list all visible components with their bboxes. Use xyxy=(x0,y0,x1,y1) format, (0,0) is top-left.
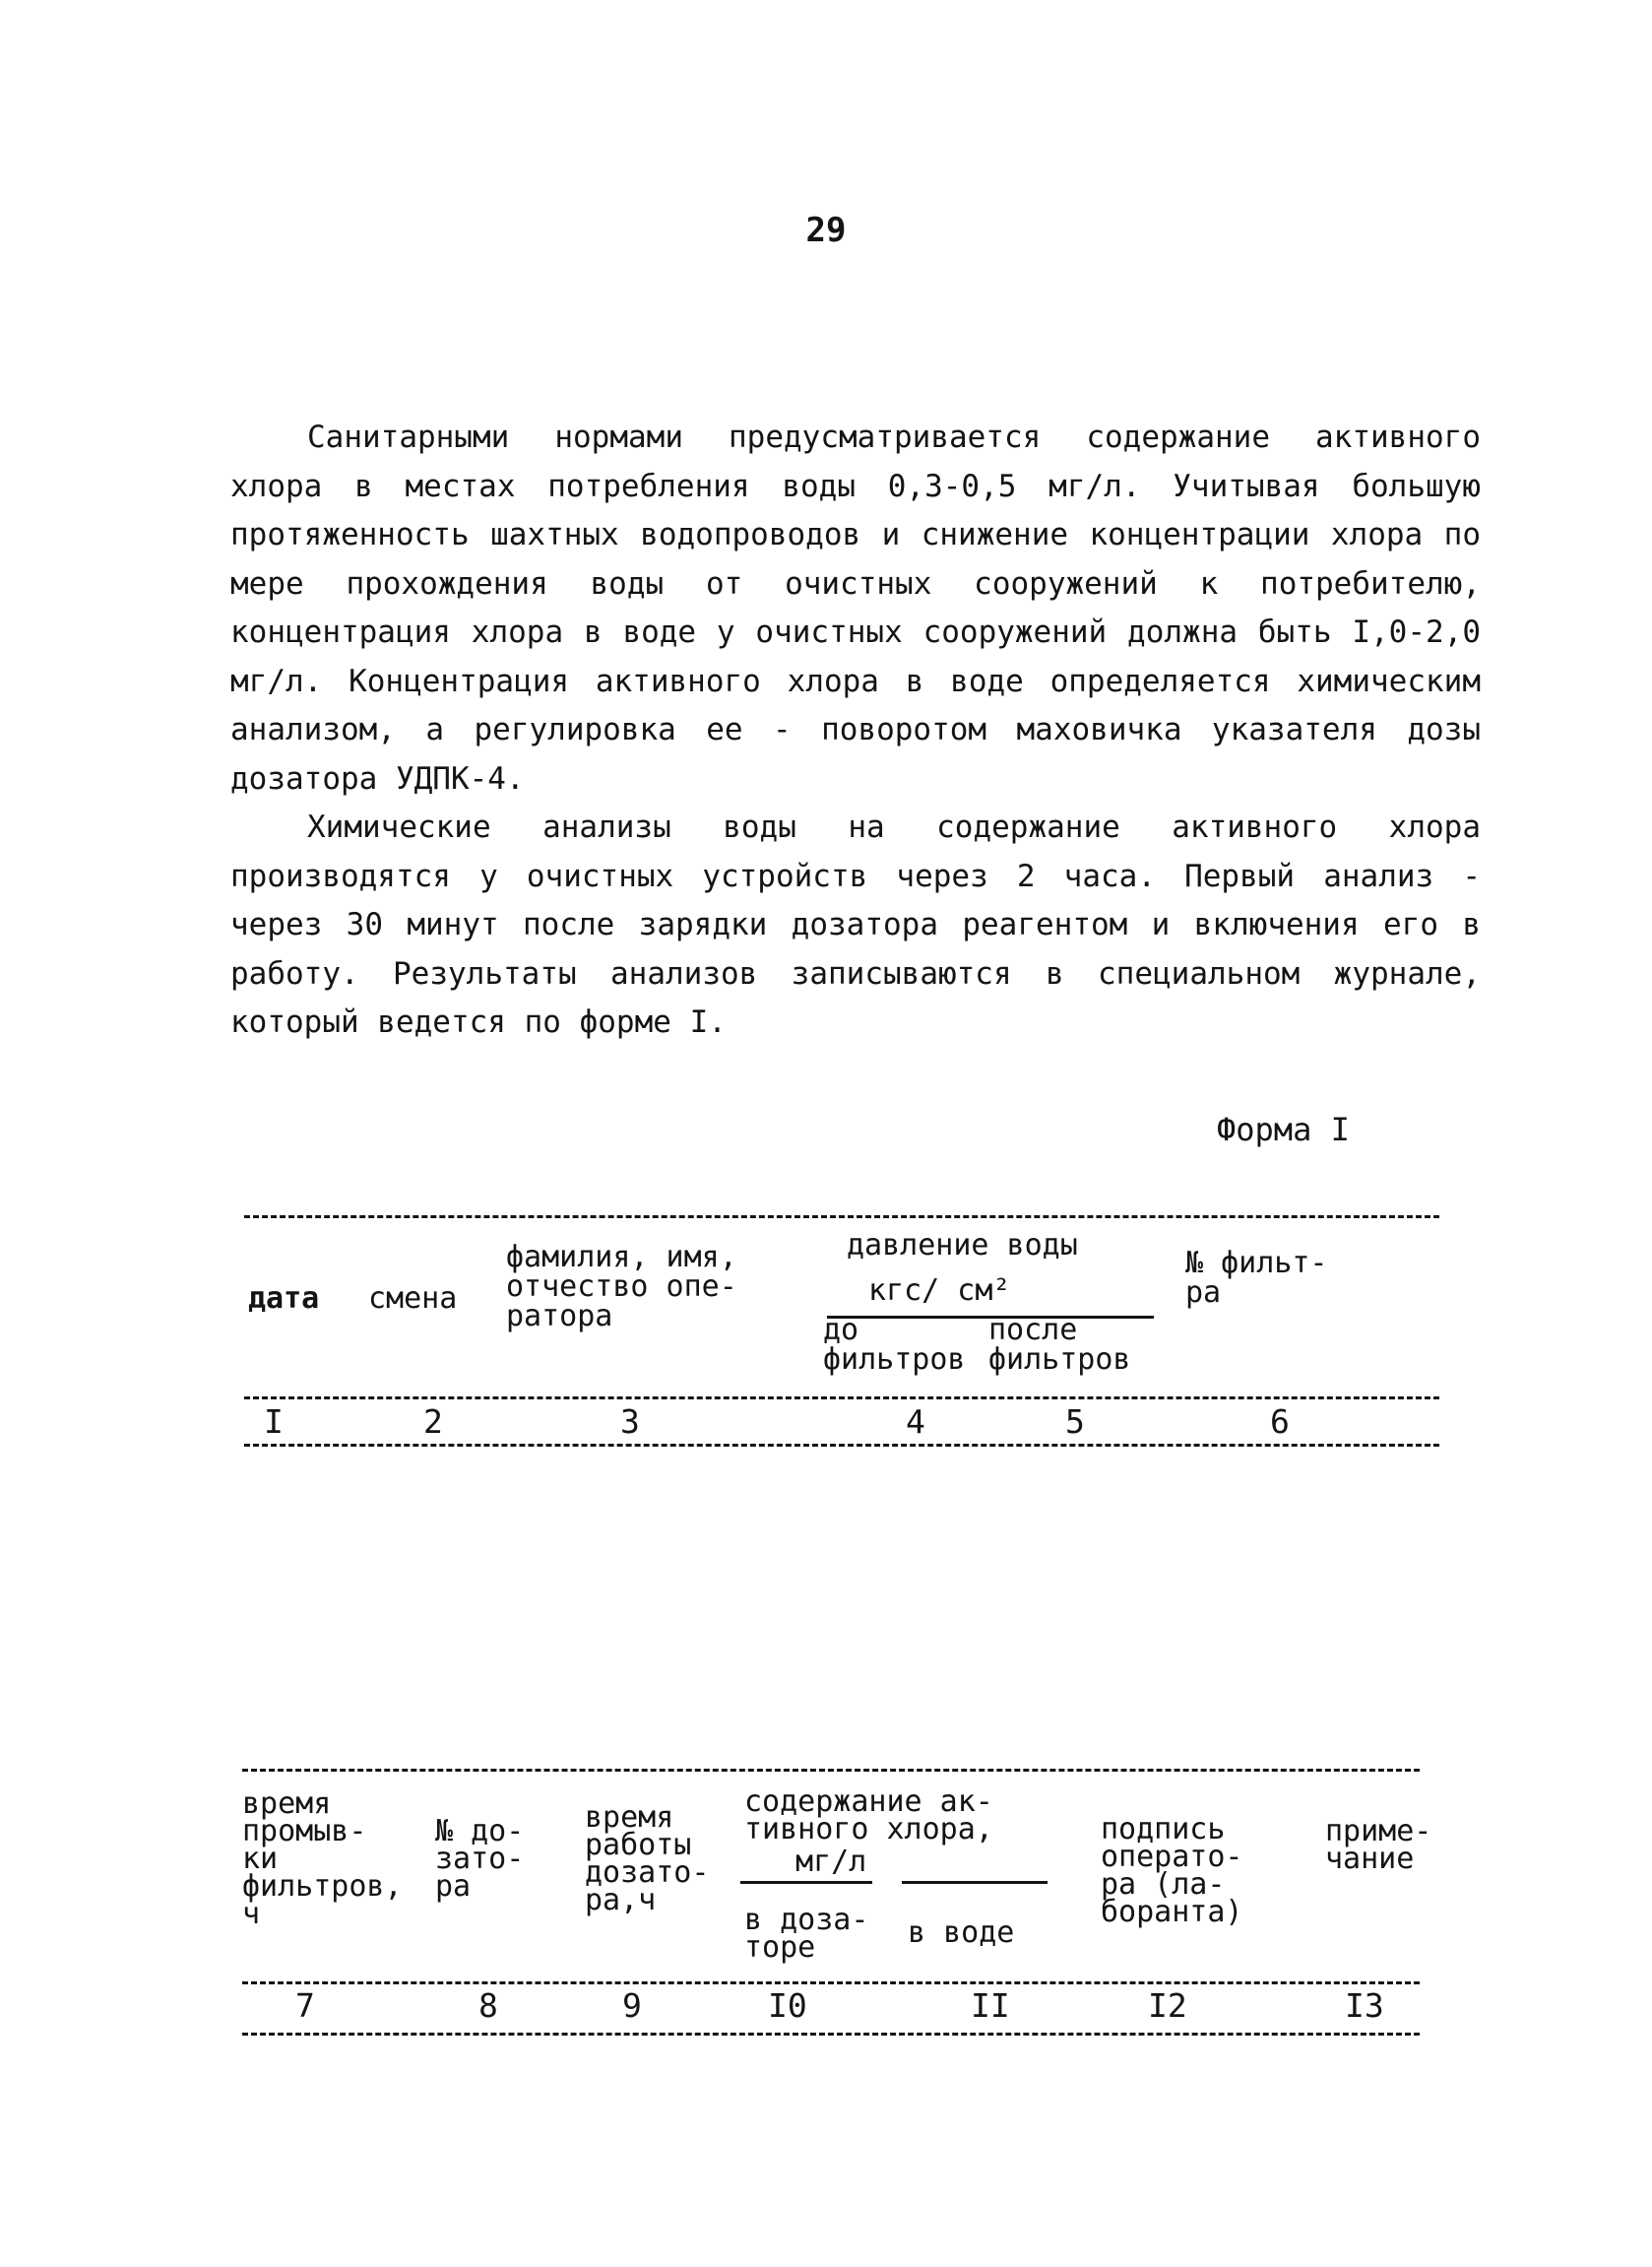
table-2-bottom-rule xyxy=(242,2033,1420,2036)
header-chlorine: содержание ак- тивного хлора, xyxy=(744,1784,993,1846)
table-1-bottom-rule xyxy=(244,1444,1439,1447)
header-shift: смена xyxy=(368,1281,458,1316)
header-in-doser: в доза- торе xyxy=(744,1903,869,1965)
col-num-10: I0 xyxy=(768,1986,807,2025)
table-1-mid-rule xyxy=(244,1396,1439,1399)
header-in-water: в воде xyxy=(908,1915,1015,1950)
col-num-8: 8 xyxy=(478,1986,498,2025)
table-1-top-rule xyxy=(244,1215,1439,1218)
body-text xyxy=(230,414,1481,1048)
header-signature: подпись операто- ра (ла- боранта) xyxy=(1101,1812,1243,1929)
page-number: 29 xyxy=(805,211,847,250)
paragraph-1: Санитарными нормами предусматривается содержание активного хлора в местах потребления воды 0,3-0,5 мг/л. Учитывая большую протяженность шахтных водопроводов и снижение концентрации хлора по мере прохождения воды от очистных сооружений к потребителю, концентрация хлора в воде у очистных сооружений должна быть I,0-2,0 мг/л. Концентрация активного хлора в воде определяется химическим анализом, а регулировка ее - поворотом маховичка указателя дозы дозатора УДПК-4. xyxy=(230,420,1481,797)
col-num-13: I3 xyxy=(1345,1986,1384,2025)
header-doser-time: время работы дозато- ра,ч xyxy=(585,1800,710,1917)
header-date: дата xyxy=(248,1281,320,1316)
header-after: после фильтров xyxy=(988,1313,1131,1377)
table-2-top-rule xyxy=(242,1769,1420,1772)
col-num-4: 4 xyxy=(906,1402,925,1441)
col-num-12: I2 xyxy=(1148,1986,1187,2025)
chlorine-rule-left xyxy=(740,1881,872,1884)
col-num-5: 5 xyxy=(1065,1402,1085,1441)
col-num-6: 6 xyxy=(1270,1402,1290,1441)
col-num-2: 2 xyxy=(423,1402,443,1441)
header-notes: приме- чание xyxy=(1325,1814,1432,1876)
header-before: до фильтров xyxy=(823,1313,966,1377)
col-num-9: 9 xyxy=(622,1986,642,2025)
header-wash-time: время промыв- ки фильтров, ч xyxy=(242,1786,403,1931)
form-label: Форма I xyxy=(1217,1111,1350,1148)
header-doser-no: № до- зато- ра xyxy=(435,1814,525,1904)
header-operator-name: фамилия, имя, отчество опе- ратора xyxy=(506,1240,737,1333)
col-num-3: 3 xyxy=(620,1402,640,1441)
chlorine-rule-right xyxy=(902,1881,1048,1884)
col-num-11: II xyxy=(971,1986,1010,2025)
table-2-mid-rule xyxy=(242,1981,1420,1984)
col-num-1: I xyxy=(264,1402,284,1441)
paragraph-2: Химические анализы воды на содержание активного хлора производятся у очистных устройств через 2 часа. Первый анализ - через 30 минут после зарядки дозатора реагентом и включения его в работу. Результаты анализов записываются в специальном журнале, который ведется по форме I. xyxy=(230,810,1481,1040)
header-chlorine-unit: мг/л xyxy=(795,1845,867,1879)
header-filter-no: № фильт- ра xyxy=(1185,1246,1328,1310)
header-pressure: давление воды xyxy=(847,1228,1078,1263)
header-pressure-unit: кгс/ см² xyxy=(868,1273,1011,1308)
col-num-7: 7 xyxy=(295,1986,315,2025)
